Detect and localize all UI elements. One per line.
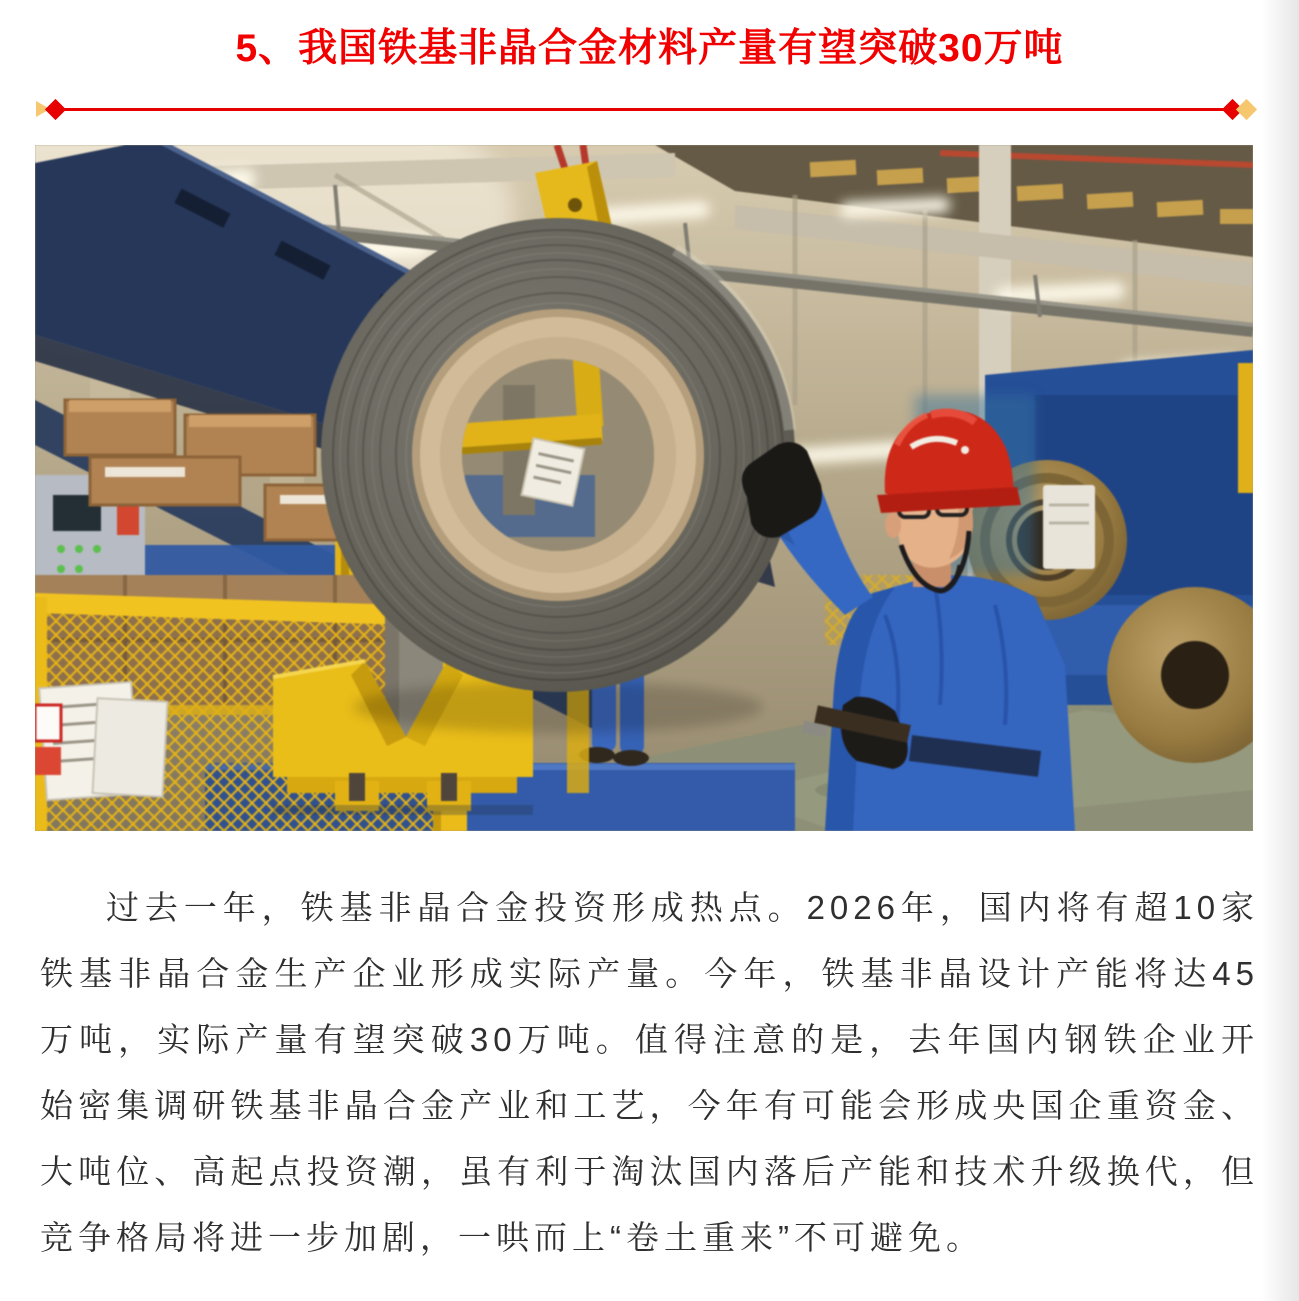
title-divider: [0, 98, 1299, 120]
factory-photo-illustration: [35, 145, 1253, 831]
article-photo[interactable]: [35, 145, 1253, 831]
divider-right-orange-diamond-icon: [1236, 98, 1257, 119]
page-right-edge-shadow: [1261, 0, 1299, 1301]
article-paragraph: 过去一年，铁基非晶合金投资形成热点。2026年，国内将有超10家铁基非晶合金生产企业形成实际产量。今年，铁基非晶设计产能将达45万吨，实际产量有望突破30万吨。值得注意的是，去年国内钢铁企业开始密集调研铁基非晶合金产业和工艺，今年有可能会形成央国企重资金、大吨位、高起点投资潮，虽有利于淘汰国内落后产能和技术升级换代，但竞争格局将进一步加剧，一哄而上“卷土重来”不可避免。: [40, 889, 1259, 1256]
divider-line: [58, 108, 1230, 111]
page-title: 5、我国铁基非晶合金材料产量有望突破30万吨: [235, 27, 1064, 70]
